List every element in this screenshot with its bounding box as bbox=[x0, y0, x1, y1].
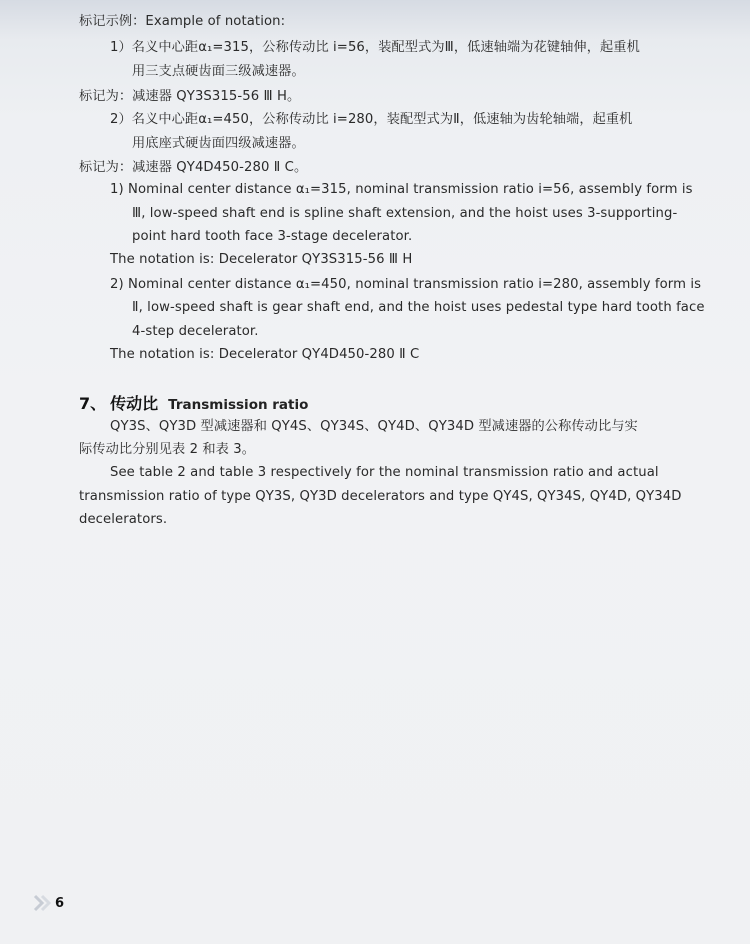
section-para-en-line-2: transmission ratio of type QY3S, QY3D decelerators and type QY4S, QY34S, QY4D, QY34D bbox=[79, 489, 682, 504]
section-title-en: Transmission ratio bbox=[168, 397, 309, 413]
double-chevron-icon bbox=[33, 893, 53, 913]
cn-item-2-line-1: 2）名义中心距α₁=450，公称传动比 i=280，装配型式为Ⅱ，低速轴为齿轮轴端，起重机 bbox=[110, 112, 633, 127]
en-notation-1: The notation is: Decelerator QY3S315-56 Ⅲ H bbox=[110, 252, 413, 267]
section-para-en-line-3: decelerators. bbox=[79, 512, 168, 527]
cn-notation-1: 标记为：减速器 QY3S315-56 Ⅲ H。 bbox=[79, 89, 301, 104]
cn-item-1-line-1: 1）名义中心距α₁=315，公称传动比 i=56，装配型式为Ⅲ，低速轴端为花键轴伸，起重机 bbox=[110, 40, 640, 55]
en-item-2-line-1: 2) Nominal center distance α₁=450, nominal transmission ratio i=280, assembly form is bbox=[110, 277, 702, 292]
en-item-1-line-2: Ⅲ, low-speed shaft end is spline shaft extension, and the hoist uses 3-supporting- bbox=[132, 206, 678, 221]
cn-item-2-line-2: 用底座式硬齿面四级减速器。 bbox=[132, 136, 305, 151]
en-notation-2: The notation is: Decelerator QY4D450-280 Ⅱ C bbox=[110, 347, 420, 362]
section-para-en-line-1: See table 2 and table 3 respectively for the nominal transmission ratio and actual bbox=[110, 465, 659, 480]
section-title-cn: 传动比 bbox=[110, 394, 159, 413]
page-number: 6 bbox=[55, 896, 65, 911]
cn-item-1-line-2: 用三支点硬齿面三级减速器。 bbox=[132, 64, 305, 79]
example-label: 标记示例：Example of notation: bbox=[79, 14, 286, 29]
en-item-2-line-3: 4-step decelerator. bbox=[132, 324, 259, 339]
en-item-1-line-1: 1) Nominal center distance α₁=315, nominal transmission ratio i=56, assembly form is bbox=[110, 182, 693, 197]
section-para-cn-line-2: 际传动比分别见表 2 和表 3。 bbox=[79, 442, 256, 457]
section-heading bbox=[79, 391, 308, 414]
section-number: 7、 bbox=[79, 394, 107, 413]
section-para-cn-line-1: QY3S、QY3D 型减速器和 QY4S、QY34S、QY4D、QY34D 型减速器的公称传动比与实 bbox=[110, 419, 638, 434]
en-item-1-line-3: point hard tooth face 3-stage decelerator. bbox=[132, 229, 413, 244]
en-item-2-line-2: Ⅱ, low-speed shaft is gear shaft end, and the hoist uses pedestal type hard tooth face bbox=[132, 300, 705, 315]
cn-notation-2: 标记为：减速器 QY4D450-280 Ⅱ C。 bbox=[79, 160, 308, 175]
